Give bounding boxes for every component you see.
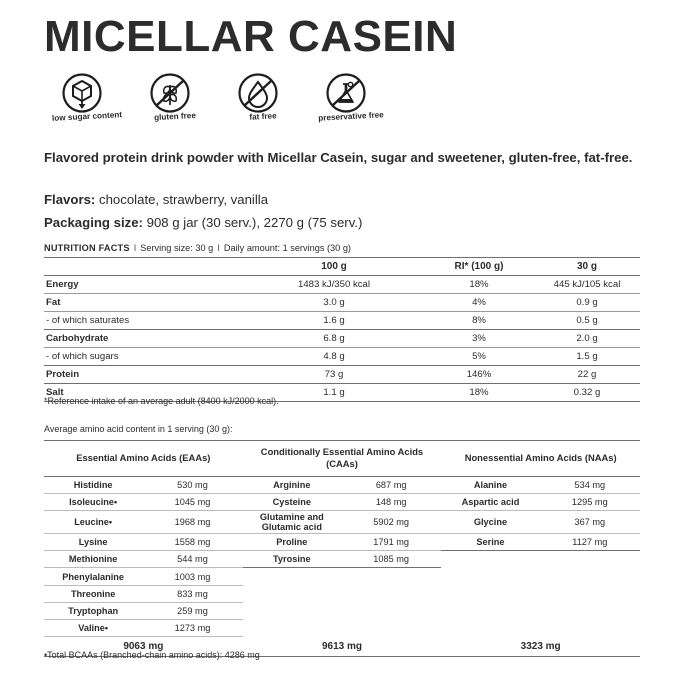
table-row [44,312,640,330]
caa-name [243,602,341,619]
caa-name [243,585,341,602]
caa-name [243,568,341,585]
naa-value [540,602,640,619]
value-100g: 4.8 g [244,348,424,366]
eaa-name: Leucine• [44,510,142,533]
value-100g: 1.1 g [244,384,424,402]
badge-fat-free [222,72,304,134]
eaa-name: Methionine [44,551,142,568]
naa-value [540,620,640,637]
eaa-value: 1273 mg [142,620,242,637]
eaa-name: Phenylalanine [44,568,142,585]
col-header-100g: 100 g [244,258,424,276]
col-header-nutrient [44,258,244,276]
table-row [44,510,640,533]
table-row [44,551,640,568]
eaa-value: 259 mg [142,602,242,619]
naa-value: 367 mg [540,510,640,533]
caa-value: 1085 mg [341,551,441,568]
value-100g: 1.6 g [244,312,424,330]
caa-name: Glutamine and Glutamic acid [243,510,341,533]
nutrition-facts-header [44,243,640,253]
naa-name [441,620,539,637]
nutrient-name: - of which sugars [44,348,244,366]
naa-name: Alanine [441,476,539,493]
table-row [44,330,640,348]
reference-intake-footnote: *Reference intake of an average adult (8400 kJ/2000 kcal). [44,396,279,406]
group-header-naa: Nonessential Amino Acids (NAAs) [441,441,640,477]
value-100g: 73 g [244,366,424,384]
amino-group-header-row [44,441,640,477]
amino-acid-section [44,440,640,657]
value-30g: 22 g [534,366,640,384]
eaa-value: 1968 mg [142,510,242,533]
value-ri: 4% [424,294,534,312]
caa-name: Tyrosine [243,551,341,568]
caa-name [243,620,341,637]
amino-acid-intro: Average amino acid content in 1 serving (30 g): [44,424,233,434]
badge-gluten-free [134,72,216,134]
group-header-eaa: Essential Amino Acids (EAAs) [44,441,243,477]
eaa-name: Tryptophan [44,602,142,619]
nutrition-table-header-row [44,258,640,276]
value-ri: 18% [424,276,534,294]
packaging-label: Packaging size: [44,215,143,230]
eaa-name: Histidine [44,476,142,493]
group-header-caa: Conditionally Essential Amino Acids (CAAs) [243,441,442,477]
eaa-value: 544 mg [142,551,242,568]
naa-name [441,551,539,568]
value-100g: 1483 kJ/350 kcal [244,276,424,294]
value-ri: 3% [424,330,534,348]
table-row [44,476,640,493]
amino-acid-table [44,440,640,657]
badge-label: low sugar content [51,110,123,123]
caa-value: 148 mg [341,493,441,510]
flavors-line [44,192,268,207]
eaa-name: Valine• [44,620,142,637]
eaa-value: 1003 mg [142,568,242,585]
nutrient-name: Protein [44,366,244,384]
naa-value: 534 mg [540,476,640,493]
naa-value [540,568,640,585]
page-title: MICELLAR CASEIN [44,12,458,61]
table-row [44,534,640,551]
col-header-30g: 30 g [534,258,640,276]
value-30g: 0.5 g [534,312,640,330]
value-30g: 445 kJ/105 kcal [534,276,640,294]
table-row [44,568,640,585]
table-row [44,348,640,366]
caa-value [341,568,441,585]
total-caa: 9613 mg [243,637,442,657]
amino-acid-table-body [44,476,640,657]
naa-name: Serine [441,534,539,551]
value-ri: 8% [424,312,534,330]
nutrient-name: Salt [44,384,244,402]
nutrition-table-body [44,276,640,402]
nutrient-name: Carbohydrate [44,330,244,348]
table-row [44,294,640,312]
col-header-ri: RI* (100 g) [424,258,534,276]
table-row [44,276,640,294]
flavors-value: chocolate, strawberry, vanilla [98,192,269,207]
separator-1: I [133,243,137,253]
eaa-name: Lysine [44,534,142,551]
naa-value [540,585,640,602]
total-naa: 3323 mg [441,637,640,657]
nutrition-facts-heading: NUTRITION FACTS [44,243,130,253]
preservative-free-icon [324,72,368,116]
naa-value: 1295 mg [540,493,640,510]
nutrient-name: Energy [44,276,244,294]
naa-name: Glycine [441,510,539,533]
nutrient-name: Fat [44,294,244,312]
value-30g: 0.9 g [534,294,640,312]
low-sugar-icon [60,72,104,116]
value-100g: 3.0 g [244,294,424,312]
table-row [44,366,640,384]
flavors-label: Flavors: [44,192,96,207]
value-ri: 146% [424,366,534,384]
serving-size: Serving size: 30 g [140,243,214,253]
value-100g: 6.8 g [244,330,424,348]
caa-value [341,620,441,637]
badge-low-sugar-content [46,72,128,134]
product-description: Flavored protein drink powder with Micellar Casein, sugar and sweetener, gluten-free, fat-free. [44,150,633,165]
nutrition-table [44,257,640,402]
caa-name: Arginine [243,476,341,493]
caa-value [341,585,441,602]
naa-name [441,585,539,602]
caa-name: Cysteine [243,493,341,510]
naa-value [540,551,640,568]
total-eaa: 9063 mg [44,637,243,657]
daily-amount: Daily amount: 1 servings (30 g) [223,243,351,253]
badge-label: gluten free [153,110,197,123]
caa-value: 5902 mg [341,510,441,533]
value-30g: 1.5 g [534,348,640,366]
table-row [44,620,640,637]
badge-label: preservative free [318,110,384,123]
fat-free-icon [236,72,280,116]
value-30g: 2.0 g [534,330,640,348]
table-row [44,602,640,619]
caa-value: 687 mg [341,476,441,493]
packaging-value: 908 g jar (30 serv.), 2270 g (75 serv.) [146,215,363,230]
naa-name [441,568,539,585]
badge-label: fat free [249,111,277,122]
caa-value: 1791 mg [341,534,441,551]
value-30g: 0.32 g [534,384,640,402]
value-ri: 5% [424,348,534,366]
eaa-value: 833 mg [142,585,242,602]
eaa-value: 530 mg [142,476,242,493]
packaging-line [44,215,362,230]
caa-value [341,602,441,619]
feature-badges [46,72,392,134]
eaa-name: Isoleucine• [44,493,142,510]
naa-value: 1127 mg [540,534,640,551]
naa-name: Aspartic acid [441,493,539,510]
eaa-name: Threonine [44,585,142,602]
badge-preservative-free [310,72,392,134]
separator-2: I [217,243,220,253]
naa-name [441,602,539,619]
bcaa-footnote: •Total BCAAs (Branched-chain amino acids): 4286 mg [44,650,260,660]
eaa-value: 1558 mg [142,534,242,551]
value-ri: 18% [424,384,534,402]
nutrient-name: - of which saturates [44,312,244,330]
table-row [44,585,640,602]
caa-name: Proline [243,534,341,551]
eaa-value: 1045 mg [142,493,242,510]
table-row [44,493,640,510]
gluten-free-icon [148,72,192,116]
